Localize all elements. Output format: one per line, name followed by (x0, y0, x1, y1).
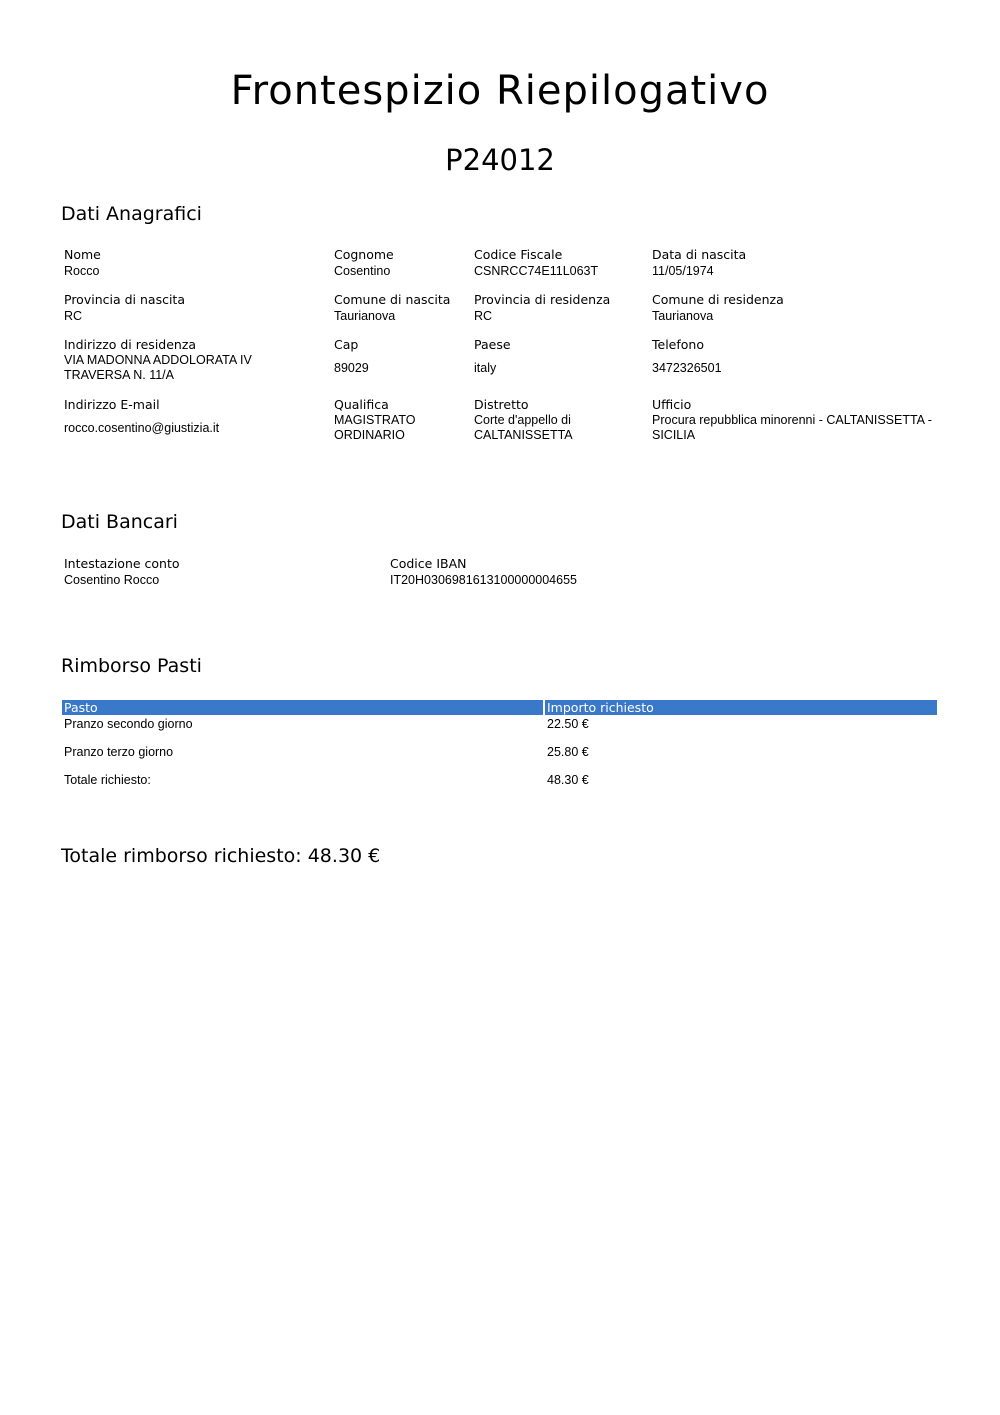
label-qualifica: Qualifica (334, 397, 389, 412)
label-codice-fiscale: Codice Fiscale (474, 247, 563, 262)
label-provincia-residenza: Provincia di residenza (474, 292, 611, 307)
label-comune-nascita: Comune di nascita (334, 292, 451, 307)
value-paese: italy (474, 361, 497, 375)
column-divider (543, 700, 545, 715)
label-nome: Nome (64, 247, 101, 262)
label-provincia-nascita: Provincia di nascita (64, 292, 185, 307)
section-title-anagrafica: Dati Anagrafici (61, 203, 202, 225)
value-cognome: Cosentino (334, 264, 391, 278)
value-email: rocco.cosentino@giustizia.it (64, 421, 220, 435)
cell-importo: 25.80 € (547, 745, 589, 759)
label-indirizzo-residenza: Indirizzo di residenza (64, 337, 197, 352)
value-qualifica: MAGISTRATO ORDINARIO (334, 413, 416, 442)
value-nome: Rocco (64, 264, 100, 278)
label-intestazione-conto: Intestazione conto (64, 556, 180, 571)
label-cognome: Cognome (334, 247, 394, 262)
label-data-nascita: Data di nascita (652, 247, 747, 262)
value-comune-nascita: Taurianova (334, 309, 396, 323)
label-paese: Paese (474, 337, 511, 352)
label-ufficio: Ufficio (652, 397, 692, 412)
value-telefono: 3472326501 (652, 361, 722, 375)
document-code: P24012 (445, 143, 555, 177)
label-comune-residenza: Comune di residenza (652, 292, 784, 307)
label-telefono: Telefono (652, 337, 704, 352)
value-data-nascita: 11/05/1974 (652, 264, 714, 278)
cell-importo: 48.30 € (547, 773, 589, 787)
value-comune-residenza: Taurianova (652, 309, 714, 323)
column-header-pasto: Pasto (64, 700, 98, 715)
value-indirizzo-residenza: VIA MADONNA ADDOLORATA IV TRAVERSA N. 11/A (64, 353, 252, 382)
value-provincia-residenza: RC (474, 309, 493, 323)
pasti-table-header (62, 700, 937, 715)
section-title-bancari: Dati Bancari (61, 511, 178, 533)
value-distretto: Corte d'appello di CALTANISSETTA (474, 413, 573, 442)
label-iban: Codice IBAN (390, 556, 467, 571)
value-ufficio: Procura repubblica minorenni - CALTANISSETTA - SICILIA (652, 413, 932, 442)
section-title-pasti: Rimborso Pasti (61, 655, 202, 677)
value-codice-fiscale: CSNRCC74E11L063T (474, 264, 599, 278)
document-title: Frontespizio Riepilogativo (230, 68, 770, 114)
cell-pasto: Pranzo secondo giorno (64, 717, 193, 731)
value-intestazione-conto: Cosentino Rocco (64, 573, 160, 587)
cell-importo: 22.50 € (547, 717, 589, 731)
label-distretto: Distretto (474, 397, 529, 412)
value-iban: IT20H0306981613100000004655 (390, 573, 577, 587)
value-provincia-nascita: RC (64, 309, 83, 323)
cell-pasto: Totale richiesto: (64, 773, 151, 787)
label-email: Indirizzo E-mail (64, 397, 160, 412)
cell-pasto: Pranzo terzo giorno (64, 745, 174, 759)
totale-rimborso: Totale rimborso richiesto: 48.30 € (61, 845, 381, 867)
label-cap: Cap (334, 337, 359, 352)
column-header-importo: Importo richiesto (547, 700, 654, 715)
value-cap: 89029 (334, 361, 369, 375)
